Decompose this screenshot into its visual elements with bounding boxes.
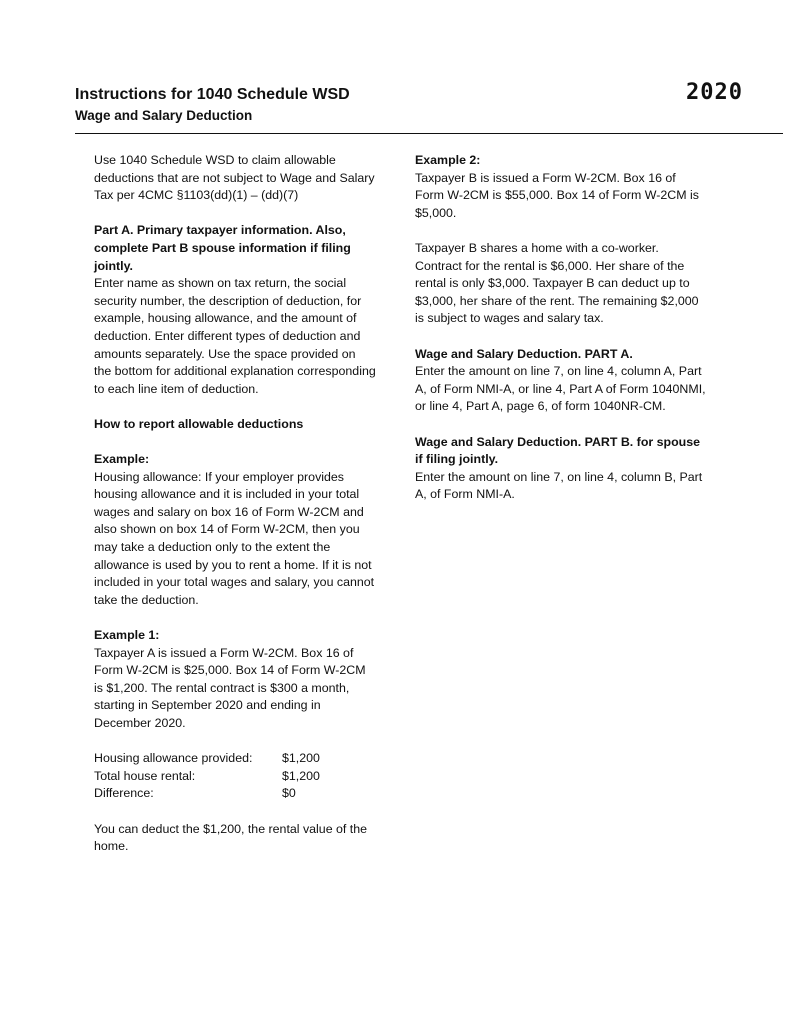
amount-row <box>94 785 376 803</box>
how-to-report-heading: How to report allowable deductions <box>94 416 304 431</box>
part-a-heading: Part A. Primary taxpayer information. Also, complete Part B spouse information if filing jointly. <box>94 223 351 273</box>
wsd-part-b-heading: Wage and Salary Deduction. PART B. for spouse if filing jointly. <box>415 434 701 467</box>
example-2-continued: Taxpayer B shares a home with a co-worker. Contract for the rental is $6,000. Her share of the rental is only $3,000. Taxpayer B can deduct up to $3,000, her share of the rent. The remaining $2,000 is subject to wages and salary tax. <box>415 240 699 326</box>
wsd-part-a-heading: Wage and Salary Deduction. PART A. <box>415 346 633 361</box>
wsd-part-b-body: Enter the amount on line 7, on line 4, column B, Part A, of Form NMI-A. <box>415 469 703 502</box>
example-2-body: Taxpayer B is issued a Form W-2CM. Box 16 of Form W-2CM is $55,000. Box 14 of Form W-2CM is $5,000. <box>415 170 699 220</box>
part-a-body: Enter name as shown on tax return, the social security number, the description of deduction, for example, housing allowance, and the amount of deduction. Enter different types of deduction and amounts separately. Use the space provided on the bottom for additional explanation corresponding to each line item of deduction. <box>94 276 376 396</box>
right-column <box>415 152 707 521</box>
left-column <box>94 152 376 873</box>
amount-row <box>94 768 376 786</box>
header-divider <box>75 133 783 134</box>
amount-label: Total house rental: <box>94 768 196 783</box>
amounts-table <box>94 750 376 803</box>
conclusion-paragraph: You can deduct the $1,200, the rental value of the home. <box>94 821 368 854</box>
example-1-body: Taxpayer A is issued a Form W-2CM. Box 16 of Form W-2CM is $25,000. Box 14 of Form W-2CM is $1,200. The rental contract is $300 a month, starting in September 2020 and ending in December 2020. <box>94 645 366 730</box>
example-body: Housing allowance: If your employer provides housing allowance and it is included in your total wages and salary on box 16 of Form W-2CM and also shown on box 14 of Form W-2CM, then you may take a deduction only to the extent the allowance is used by you to rent a home. If it is not included in your total wages and salary, you cannot take the deduction. <box>94 469 375 607</box>
document-title: Instructions for 1040 Schedule WSD <box>75 86 350 103</box>
intro-paragraph: Use 1040 Schedule WSD to claim allowable deductions that are not subject to Wage and Salary Tax per 4CMC §1103(dd)(1) – (dd)(7) <box>94 153 375 203</box>
example-2-heading: Example 2: <box>415 153 481 167</box>
example-1-heading: Example 1: <box>94 628 160 643</box>
amount-value: $1,200 <box>282 751 320 766</box>
wsd-part-a-body: Enter the amount on line 7, on line 4, column A, Part A, of Form NMI-A, or line 4, Part A of Form 1040NMI, or line 4, Part A, page 6, of form 1040NR-CM. <box>415 364 706 414</box>
example-heading: Example: <box>94 452 150 467</box>
amount-label: Housing allowance provided: <box>94 751 253 766</box>
amount-value: $0 <box>282 786 296 801</box>
tax-year: 2020 <box>686 80 743 105</box>
document-subtitle: Wage and Salary Deduction <box>75 108 253 123</box>
amount-label: Difference: <box>94 786 154 801</box>
amount-value: $1,200 <box>282 768 320 783</box>
amount-row <box>94 750 376 768</box>
